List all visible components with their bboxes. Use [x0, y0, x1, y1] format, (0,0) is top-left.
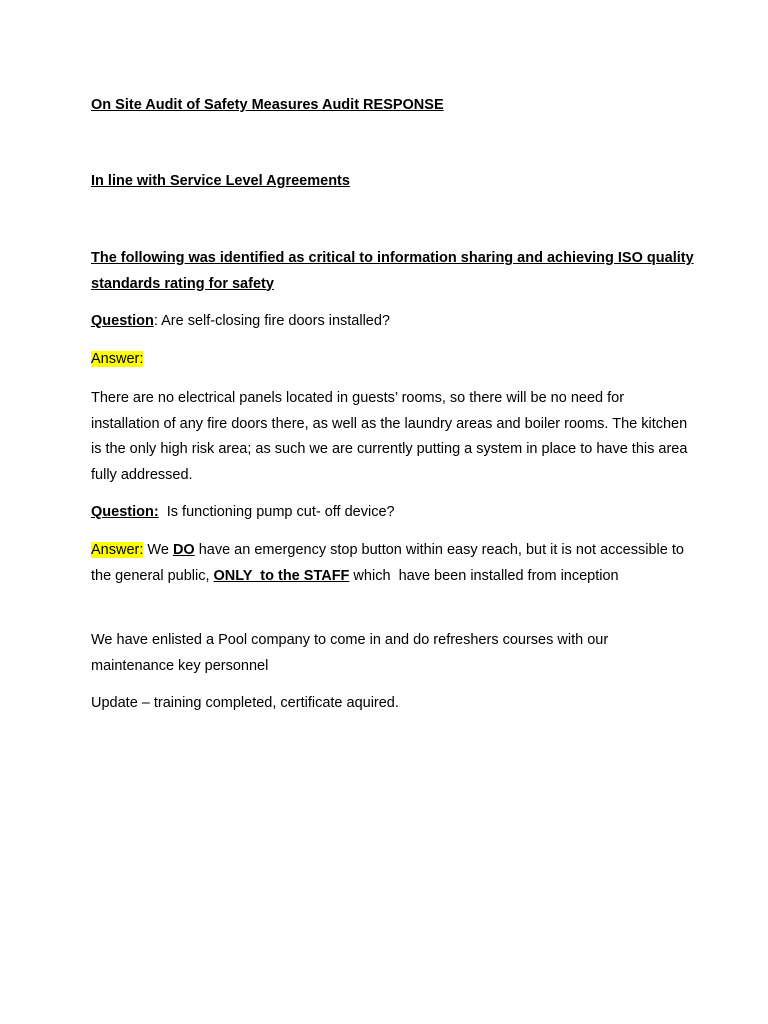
answer-2-do: DO — [172, 542, 195, 558]
document-title: On Site Audit of Safety Measures Audit RESPONSE — [91, 97, 444, 113]
answer-2-label: Answer: — [91, 542, 144, 558]
question-1-text: : Are self-closing fire doors installed? — [153, 313, 390, 329]
answer-1-heading — [91, 347, 691, 373]
answer-2-text-1: We — [143, 542, 173, 558]
answer-2-only-staff: ONLY to the STAFF — [213, 567, 350, 584]
answer-2 — [91, 538, 691, 589]
question-2-text: Is functioning pump cut- off device? — [158, 504, 395, 520]
answer-2-text-3: which have been installed from inception — [349, 567, 619, 584]
answer-2-text-2: have an emergency stop button within easy reach, but it is not accessible to the general public, — [91, 542, 684, 584]
answer-1-text: There are no electrical panels located in guests’ rooms, so there will be no need for installation of any fire doors there, as well as the laundry areas and boiler rooms. The kitchen is the only high risk area; as such we are currently putting a system in place to have this area fully addressed. — [91, 390, 688, 483]
question-2 — [91, 500, 691, 526]
question-1-label: Question — [91, 313, 154, 329]
question-1 — [91, 309, 691, 335]
intro-statement: The following was identified as critical to information sharing and achieving ISO quality standards rating for safety — [91, 250, 694, 292]
answer-1-label: Answer: — [91, 351, 144, 367]
pool-company-paragraph: We have enlisted a Pool company to come in and do refreshers courses with our maintenance key personnel — [91, 632, 609, 674]
question-2-label: Question: — [91, 504, 159, 520]
update-paragraph: Update – training completed, certificate aquired. — [91, 695, 399, 711]
document-subtitle: In line with Service Level Agreements — [91, 173, 350, 189]
